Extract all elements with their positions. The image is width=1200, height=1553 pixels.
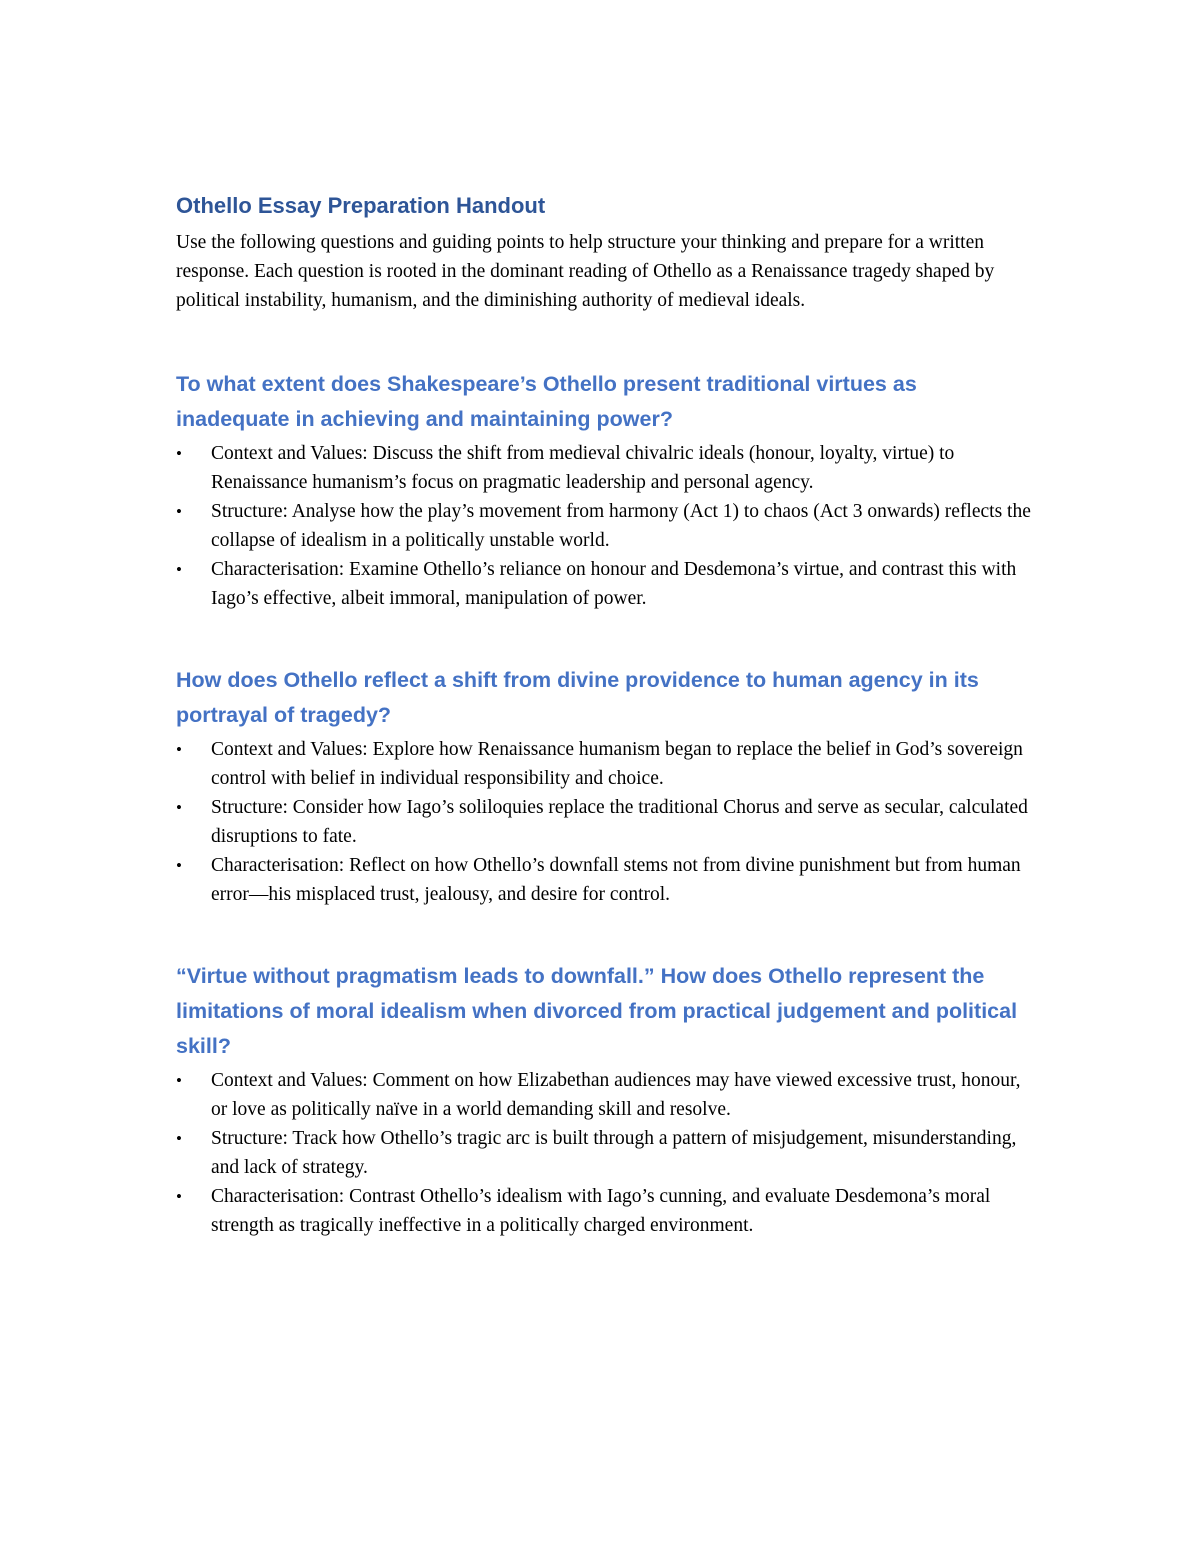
bullet-icon: • (176, 1187, 182, 1206)
question-section-3 (176, 959, 1036, 1240)
question-heading: “Virtue without pragmatism leads to downfall.” How does Othello represent the limitations of moral idealism when divorced from practical judgement and political skill? (176, 964, 1018, 1058)
list-item (176, 793, 1036, 851)
bullet-icon: • (176, 798, 182, 817)
list-item (176, 439, 1036, 497)
point-text: Structure: Track how Othello’s tragic arc is built through a pattern of misjudgement, misunderstanding, and lack of strategy. (211, 1128, 1017, 1178)
point-text: Characterisation: Reflect on how Othello’s downfall stems not from divine punishment but from human error—his misplaced trust, jealousy, and desire for control. (211, 855, 1021, 905)
intro-paragraph: Use the following questions and guiding points to help structure your thinking and prepare for a written response. Each question is rooted in the dominant reading of Othello as a Renaissance tragedy shaped by political instability, humanism, and the diminishing authority of medieval ideals. (176, 232, 995, 311)
bullet-icon: • (176, 444, 182, 463)
guiding-points-list (176, 1066, 1036, 1240)
guiding-points-list (176, 439, 1036, 613)
list-item (176, 1124, 1036, 1182)
point-text: Context and Values: Discuss the shift from medieval chivalric ideals (honour, loyalty, virtue) to Renaissance humanism’s focus on pragmatic leadership and personal agency. (211, 443, 955, 493)
point-text: Structure: Consider how Iago’s soliloquies replace the traditional Chorus and serve as secular, calculated disruptions to fate. (211, 797, 1028, 847)
question-section-2 (176, 663, 1036, 909)
bullet-icon: • (176, 1071, 182, 1090)
list-item (176, 851, 1036, 909)
list-item (176, 497, 1036, 555)
guiding-points-list (176, 735, 1036, 909)
question-heading: How does Othello reflect a shift from divine providence to human agency in its portrayal of tragedy? (176, 668, 979, 727)
list-item (176, 555, 1036, 613)
bullet-icon: • (176, 560, 182, 579)
point-text: Context and Values: Comment on how Elizabethan audiences may have viewed excessive trust, honour, or love as politically naïve in a world demanding skill and resolve. (211, 1070, 1021, 1120)
bullet-icon: • (176, 502, 182, 521)
point-text: Characterisation: Contrast Othello’s idealism with Iago’s cunning, and evaluate Desdemona’s moral strength as tragically ineffective in a politically charged environment. (211, 1186, 991, 1236)
list-item (176, 1182, 1036, 1240)
list-item (176, 1066, 1036, 1124)
point-text: Context and Values: Explore how Renaissance humanism began to replace the belief in God’s sovereign control with belief in individual responsibility and choice. (211, 739, 1023, 789)
bullet-icon: • (176, 856, 182, 875)
document-title: Othello Essay Preparation Handout (176, 193, 546, 218)
question-section-1 (176, 367, 1036, 613)
point-text: Structure: Analyse how the play’s movement from harmony (Act 1) to chaos (Act 3 onwards) reflects the collapse of idealism in a politically unstable world. (211, 501, 1031, 551)
question-heading: To what extent does Shakespeare’s Othello present traditional virtues as inadequate in achieving and maintaining power? (176, 372, 917, 431)
bullet-icon: • (176, 740, 182, 759)
document-page (176, 190, 1036, 1240)
list-item (176, 735, 1036, 793)
point-text: Characterisation: Examine Othello’s reliance on honour and Desdemona’s virtue, and contrast this with Iago’s effective, albeit immoral, manipulation of power. (211, 559, 1017, 609)
bullet-icon: • (176, 1129, 182, 1148)
